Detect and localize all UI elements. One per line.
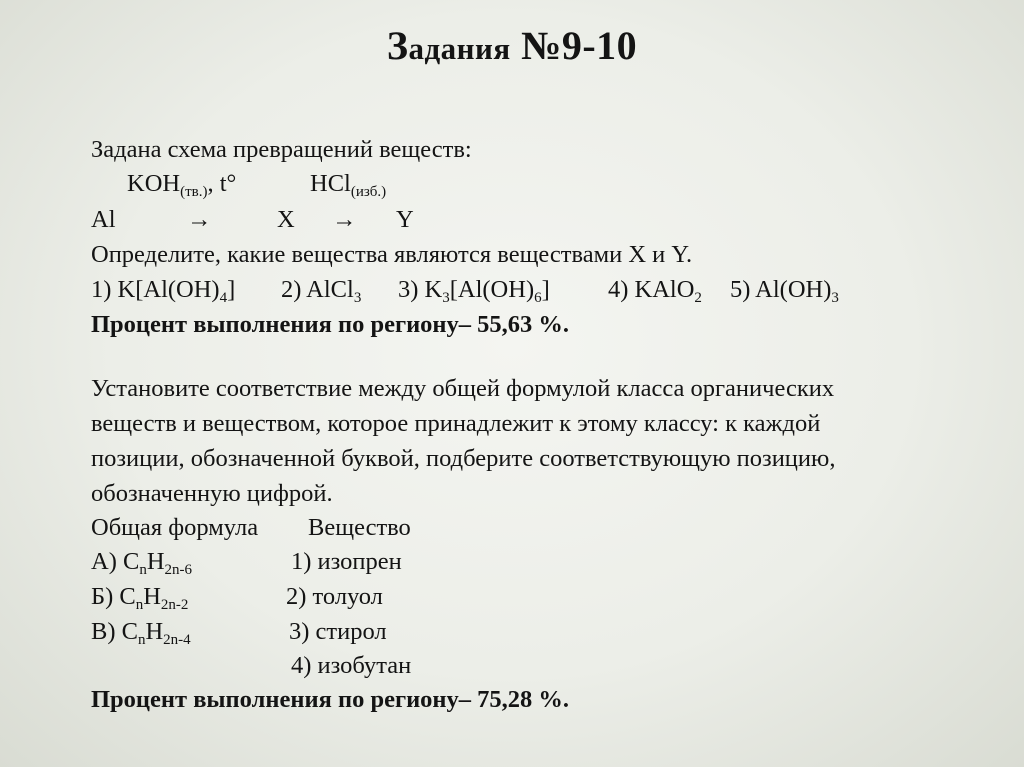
task10-intro-line-1: Установите соответствие между общей формулой класса органических [91, 375, 835, 402]
option-5: 5) $Al(OH)_3$ [730, 276, 839, 306]
formula-c: В) $C_nH_{2n-4}$ [91, 618, 191, 648]
task9-question: Определите, какие вещества являются веществами X и Y. [91, 241, 693, 268]
formula-a: А) $C_nH_{2n-6}$ [91, 548, 193, 578]
option-2: 2) AlCl$_3$ [281, 276, 362, 306]
scheme-reagents [127, 170, 387, 200]
task10-intro-line-4: обозначенную цифрой. [91, 480, 333, 507]
task9-intro: Задана схема превращений веществ: [91, 136, 472, 163]
substance-4: 4) изобутан [291, 652, 412, 679]
arrow-icon: → [332, 206, 357, 233]
slide-title [0, 22, 1024, 69]
reagent-koh: KOH [127, 170, 181, 197]
table-header-formula: Общая формула [91, 514, 259, 541]
substance-1: 1) изопрен [291, 548, 402, 575]
title-rest: адания [408, 31, 511, 66]
task10-intro-line-3: позиции, обозначенной буквой, подберите соответствующую позицию, [91, 445, 836, 472]
scheme-y: Y [396, 206, 414, 233]
formula-b: Б) $C_nH_{2n-2}$ [91, 583, 189, 613]
title-number: №9-10 [510, 23, 638, 68]
table-header-substance: Вещество [308, 514, 411, 541]
option-1: 1) $K[Al(OH)_4]$ [91, 276, 236, 306]
task9-result: Процент выполнения по региону– 55,63 %. [91, 311, 570, 338]
reagent-hcl: HCl$_{(изб.)}$ [310, 170, 387, 200]
option-4: 4) KAlO$_2$ [608, 276, 702, 306]
scheme-chain [91, 208, 491, 238]
task10-intro-line-2: веществ и веществом, которое принадлежит к этому классу: к каждой [91, 410, 821, 437]
task9-options [91, 278, 911, 308]
scheme-start: Al [91, 206, 116, 233]
arrow-icon: → [187, 206, 212, 233]
task10-result: Процент выполнения по региону– 75,28 %. [91, 686, 570, 713]
reagent-koh-state: (тв.) [180, 184, 208, 200]
title-initial: З [386, 23, 409, 68]
scheme-x: X [277, 206, 295, 233]
substance-3: 3) стирол [289, 618, 387, 645]
reagent-heat: , t° [207, 170, 237, 197]
option-3: 3) $K_3[Al(OH)_6]$ [398, 276, 550, 306]
substance-2: 2) толуол [286, 583, 383, 610]
